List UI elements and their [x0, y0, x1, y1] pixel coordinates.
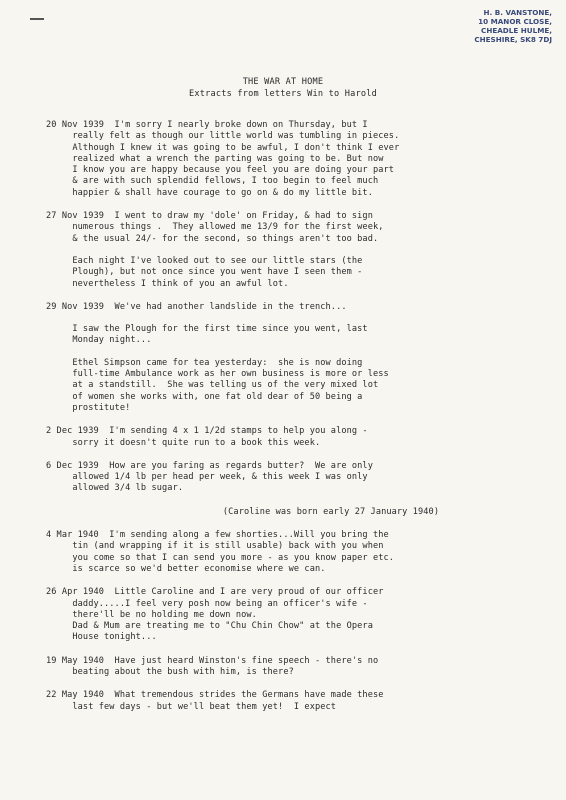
document-subtitle: Extracts from letters Win to Harold: [188, 89, 378, 99]
stamp-line-2: 10 MANOR CLOSE,: [478, 17, 552, 26]
entry-line: full-time Ambulance work as her own business is more or less: [46, 369, 389, 380]
letter-entry: [46, 530, 546, 575]
page-mark: [30, 18, 44, 20]
stamp-line-1: H. B. VANSTONE,: [483, 8, 552, 17]
entry-first-line: 6 Dec 1939 How are you faring as regards butter? We are only: [46, 460, 373, 471]
entry-line: Although I knew it was going to be awful, I don't think I ever: [46, 142, 400, 153]
entry-line: allowed 3/4 lb sugar.: [46, 483, 184, 494]
entry-first-line: 29 Nov 1939 We've had another landslide in the trench...: [46, 301, 347, 312]
address-stamp: [442, 8, 552, 44]
entry-line: beating about the bush with him, is there?: [46, 666, 294, 677]
entry-line: & are with such splendid fellows, I too begin to feel much: [46, 176, 379, 187]
entry-line: sorry it doesn't quite run to a book this week.: [46, 437, 321, 448]
letter-entry: [46, 656, 546, 679]
paragraph-gap: [46, 313, 546, 324]
entry-first-line: 27 Nov 1939 I went to draw my 'dole' on Friday, & had to sign: [46, 211, 373, 222]
paragraph-gap: [46, 347, 546, 358]
entry-line: tin (and wrapping if it is still usable) back with you when: [46, 541, 384, 552]
stamp-line-3: CHEADLE HULME,: [481, 26, 552, 35]
letter-entry: [46, 120, 546, 199]
entry-line: there'll be no holding me down now.: [46, 609, 257, 620]
entry-line: of women she works with, one fat old dear of 50 being a: [46, 391, 363, 402]
entry-first-line: 22 May 1940 What tremendous strides the Germans have made these: [46, 690, 384, 701]
entry-first-line: 26 Apr 1940 Little Caroline and I are very proud of our officer: [46, 587, 384, 598]
entry-line: & the usual 24/- for the second, so things aren't too bad.: [46, 233, 379, 244]
letter-entry: [46, 426, 546, 449]
entry-line: daddy.....I feel very posh now being an officer's wife -: [46, 598, 368, 609]
entry-line: Monday night...: [46, 335, 152, 346]
entry-line: House tonight...: [46, 632, 157, 643]
document-header: [0, 76, 566, 100]
entry-line: I saw the Plough for the first time since you went, last: [46, 324, 368, 335]
caroline-note: (Caroline was born early 27 January 1940): [222, 506, 440, 517]
letter-entry: [46, 587, 546, 643]
entry-line: I know you are happy because you feel you are doing your part: [46, 165, 395, 176]
entry-line: nevertheless I think of you an awful lot.: [46, 278, 289, 289]
entry-first-line: 2 Dec 1939 I'm sending 4 x 1 1/2d stamps to help you along -: [46, 426, 368, 437]
entry-line: numerous things . They allowed me 13/9 for the first week,: [46, 222, 384, 233]
letter-entry: [46, 690, 546, 713]
entry-line: allowed 1/4 lb per head per week, & this week I was only: [46, 472, 368, 483]
entry-line: Ethel Simpson came for tea yesterday: she is now doing: [46, 357, 363, 368]
document-title: THE WAR AT HOME: [242, 77, 324, 87]
entry-line: last few days - but we'll beat them yet! I expect: [46, 701, 337, 712]
entry-line: really felt as though our little world was tumbling in pieces.: [46, 131, 400, 142]
entry-line: is scarce so we'd better economise where we can.: [46, 563, 326, 574]
letter-extracts: [46, 120, 546, 725]
entry-line: happier & shall have courage to go on & do my little bit.: [46, 187, 373, 198]
stamp-line-4: CHESHIRE, SK8 7DJ: [474, 35, 552, 44]
entry-first-line: 4 Mar 1940 I'm sending along a few shorties...Will you bring the: [46, 530, 389, 541]
letter-entry: [46, 211, 546, 290]
entry-line: Each night I've looked out to see our little stars (the: [46, 255, 363, 266]
entry-line: Dad & Mum are treating me to "Chu Chin Chow" at the Opera: [46, 621, 373, 632]
letter-entry: [46, 302, 546, 414]
entry-first-line: 19 May 1940 Have just heard Winston's fine speech - there's no: [46, 655, 379, 666]
entry-line: you come so that I can send you more - as you know paper etc.: [46, 552, 395, 563]
letter-entry: [46, 461, 546, 495]
entry-first-line: 20 Nov 1939 I'm sorry I nearly broke down on Thursday, but I: [46, 120, 368, 130]
paragraph-gap: [46, 245, 546, 256]
entry-line: realized what a wrench the parting was going to be. But now: [46, 153, 384, 164]
entry-line: prostitute!: [46, 402, 131, 413]
entry-line: Plough), but not once since you went have I seen them -: [46, 267, 363, 278]
entry-line: at a standstill. She was telling us of the very mixed lot: [46, 380, 379, 391]
